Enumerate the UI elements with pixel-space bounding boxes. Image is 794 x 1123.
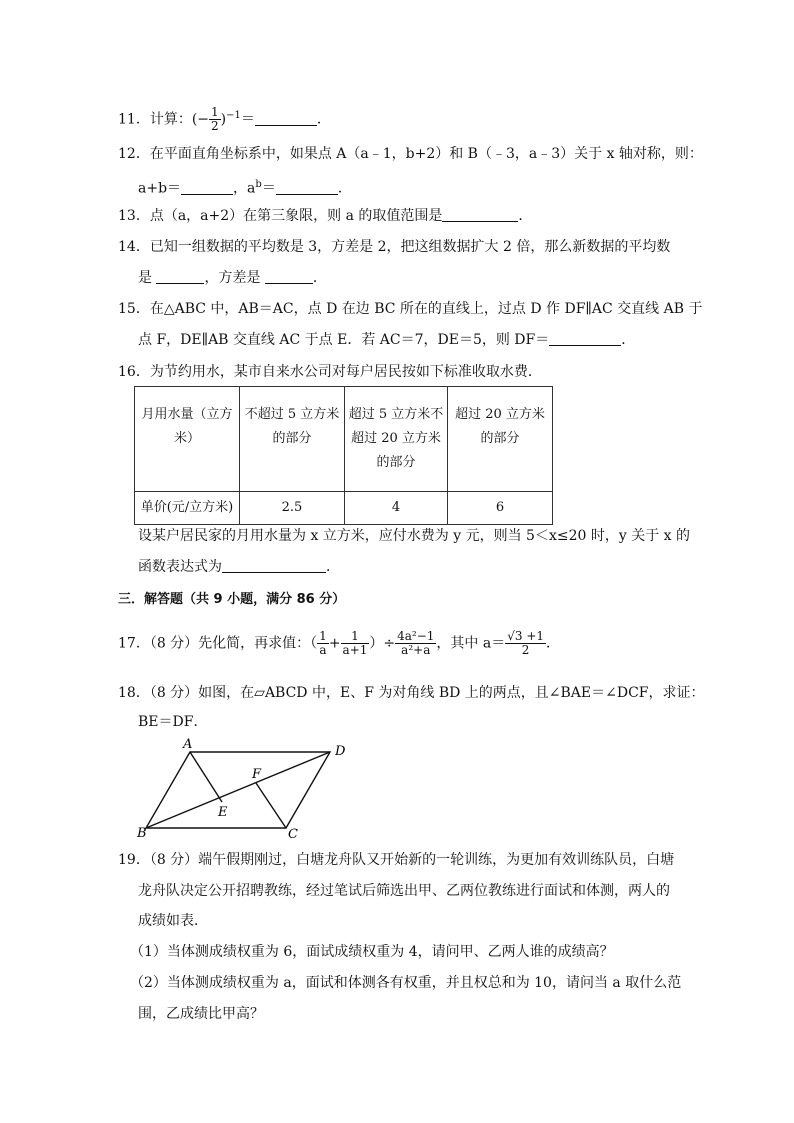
q19-part2-line2: 围，乙成绩比甲高？ bbox=[138, 1006, 264, 1022]
table-header-row bbox=[135, 387, 553, 492]
answer-blank bbox=[181, 180, 233, 195]
price-cell: 6 bbox=[448, 492, 553, 525]
header-cell: 超过 5 立方米不 超过 20 立方米 的部分 bbox=[345, 387, 448, 492]
q11: 11．计算：(− $\frac{1}{2}$ )$^{-1}$＝ ． bbox=[118, 105, 331, 134]
q12-line1: 12．在平面直角坐标系中，如果点 A（a﹣1，b+2）和 B（﹣3，a﹣3）关于 x 轴对称，则： bbox=[118, 146, 703, 162]
half-fraction: $\frac{1}{2}$ bbox=[211, 105, 219, 134]
answer-blank bbox=[265, 269, 313, 284]
q19-line3: 成绩如表． bbox=[138, 913, 208, 929]
q19-line2: 龙舟队决定公开招聘教练，经过笔试后筛选出甲、乙两位教练进行面试和体测，两人的 bbox=[138, 883, 670, 899]
fraction-1-over-a: $\frac{1}{a}$ bbox=[319, 629, 327, 657]
answer-blank bbox=[222, 558, 326, 573]
label-c: C bbox=[288, 827, 298, 842]
q13: 13．点（a，a+2）在第三象限，则 a 的取值范围是 ． bbox=[118, 208, 533, 224]
q16-line2: 函数表达式为 ． bbox=[138, 559, 340, 575]
q15-line1: 15．在△ABC 中，AB＝AC，点 D 在边 BC 所在的直线上，过点 D 作 DF∥AC 交直线 AB 于 bbox=[118, 301, 703, 317]
q19-part2-line1: （2）当体测成绩权重为 a，面试和体测各有权重，并且权总和为 10，请问当 a 取什么范 bbox=[130, 975, 682, 991]
price-cell: 4 bbox=[345, 492, 448, 525]
fraction-divisor: $\frac{\text{4a²−1}}{\text{a²+a}}$ bbox=[397, 629, 435, 657]
answer-blank bbox=[442, 207, 518, 222]
header-cell: 超过 20 立方米 的部分 bbox=[448, 387, 553, 492]
q14-line2: 是 ，方差是 ． bbox=[138, 270, 327, 286]
q19-line1: 19．（8 分）端午假期刚过，白塘龙舟队又开始新的一轮训练，为更加有效训练队员，白塘 bbox=[118, 852, 675, 868]
water-fee-table bbox=[134, 386, 553, 525]
q17: 17．（8 分）先化简，再求值：（ $\frac{1}{a}$ + $\frac{1}{a+1}$ ）÷ $\frac{\text{4a²−1}}{\text{a²+a}}$ ，其中 a＝ $\frac{√3 +1}{2}$ ． bbox=[118, 629, 561, 657]
row-label-cell: 单价(元/立方米) bbox=[135, 492, 240, 525]
header-cell: 月用水量（立方 米） bbox=[135, 387, 240, 492]
label-e: E bbox=[218, 805, 228, 820]
q16-line1: 设某户居民家的月用水量为 x 立方米，应付水费为 y 元，则当 5＜x≤20 时，y 关于 x 的 bbox=[138, 528, 691, 544]
parallelogram-figure bbox=[134, 736, 354, 842]
q12-line2: a+b＝ ，$a^b=$ ． bbox=[138, 179, 352, 197]
header-cell: 不超过 5 立方米 的部分 bbox=[240, 387, 345, 492]
answer-blank bbox=[276, 180, 338, 195]
table-row bbox=[135, 492, 553, 525]
answer-blank bbox=[549, 331, 621, 346]
q16-intro: 16．为节约用水，某市自来水公司对每户居民按如下标准收取水费． bbox=[118, 364, 542, 380]
answer-blank bbox=[255, 111, 317, 126]
q14-line1: 14．已知一组数据的平均数是 3，方差是 2，把这组数据扩大 2 倍，那么新数据的平均数 bbox=[118, 239, 671, 255]
label-b: B bbox=[137, 826, 147, 841]
price-cell: 2.5 bbox=[240, 492, 345, 525]
label-a: A bbox=[183, 737, 193, 752]
label-d: D bbox=[335, 744, 346, 759]
q19-part1: （1）当体测成绩权重为 6，面试成绩权重为 4，请问甲、乙两人谁的成绩高？ bbox=[130, 944, 614, 960]
answer-blank bbox=[156, 269, 204, 284]
segment-ae bbox=[190, 752, 222, 802]
fraction-1-over-a-plus-1: $\frac{1}{a+1}$ bbox=[342, 629, 368, 657]
label-f: F bbox=[252, 767, 262, 782]
diagonal-bd bbox=[146, 752, 330, 828]
q15-line2: 点 F，DE∥AB 交直线 AC 于点 E．若 AC＝7，DE＝5，则 DF＝ ． bbox=[138, 332, 636, 348]
fraction-a-value: $\frac{√3 +1}{2}$ bbox=[507, 629, 545, 657]
segment-cf bbox=[256, 783, 286, 828]
q18-line2: BE＝DF． bbox=[138, 714, 208, 730]
q18-line1: 18．（8 分）如图，在▱ABCD 中，E、F 为对角线 BD 上的两点，且∠BAE＝∠DCF，求证： bbox=[118, 685, 705, 701]
section-heading: 三．解答题（共 9 小题，满分 86 分） bbox=[118, 592, 346, 607]
